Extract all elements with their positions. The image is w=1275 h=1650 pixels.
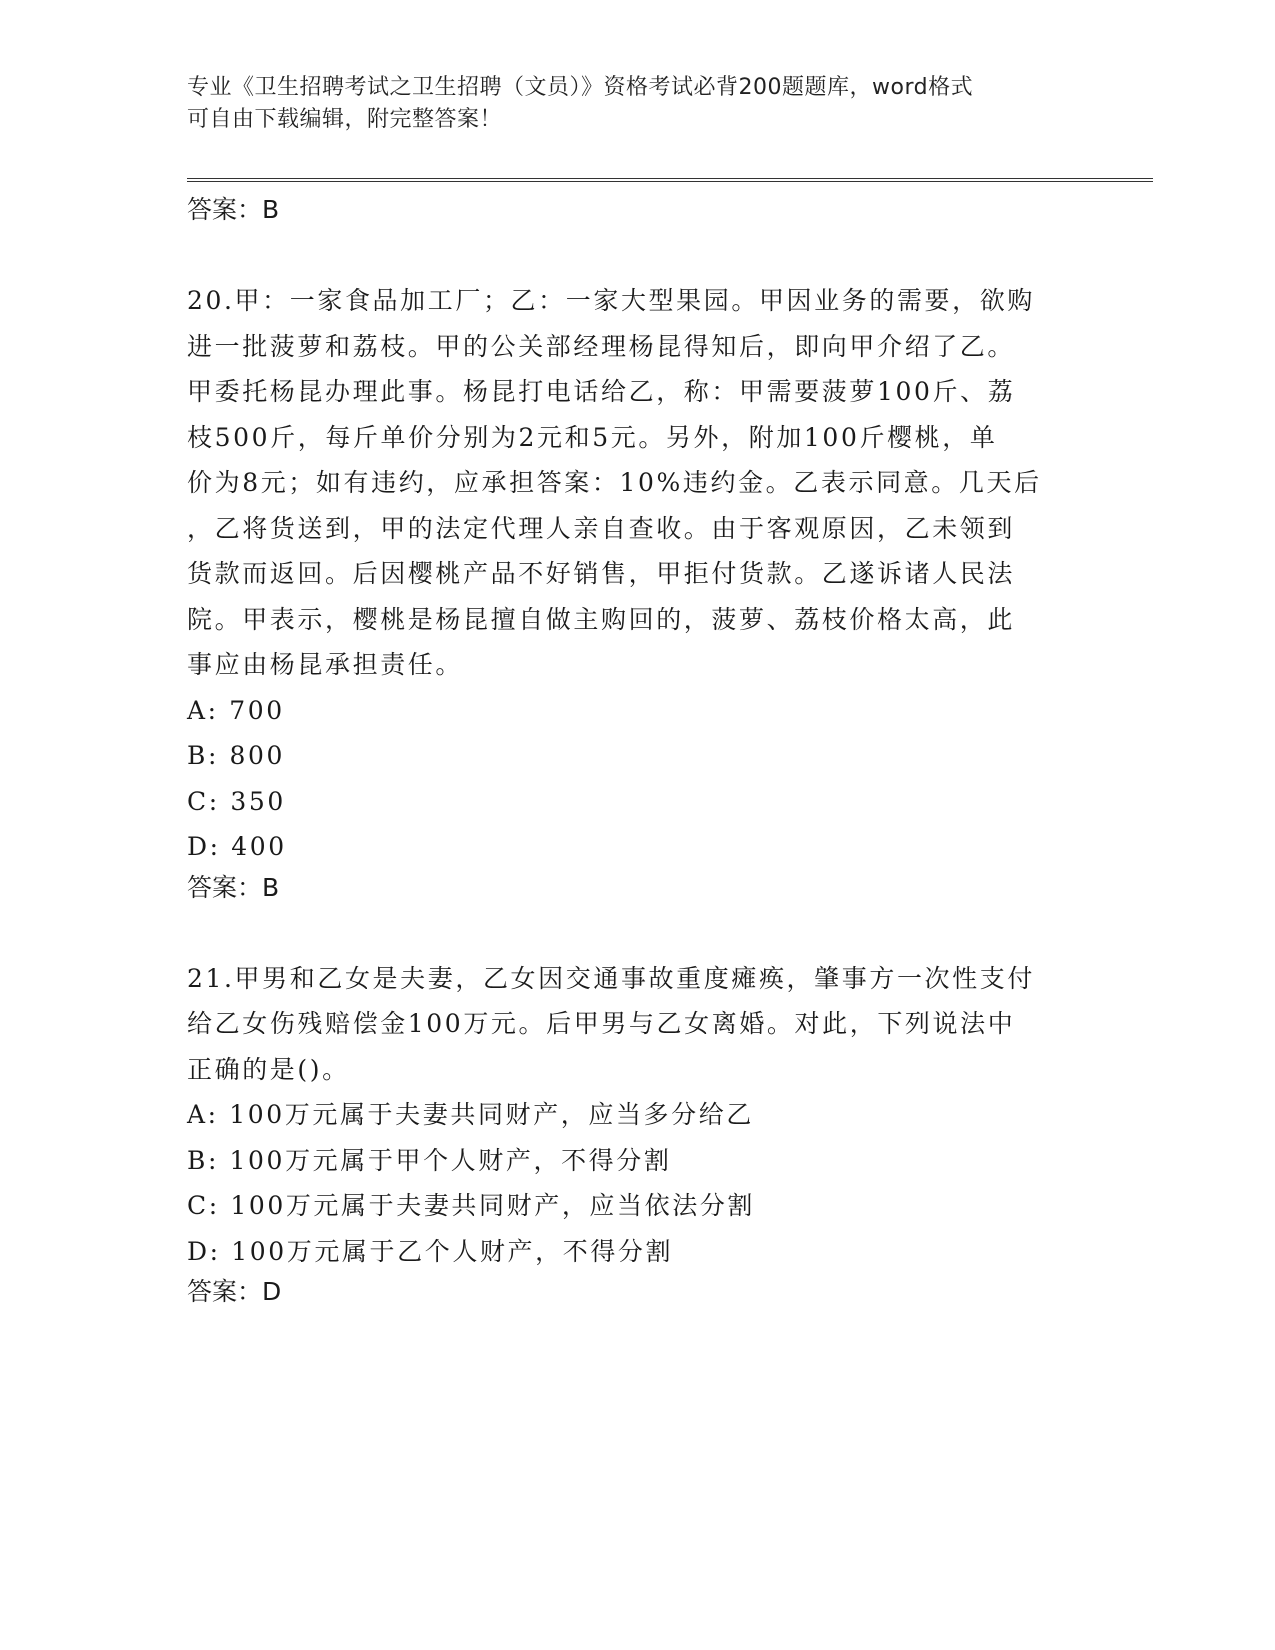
- question-line: 给乙女伤残赔偿金100万元。后甲男与乙女离婚。对此，下列说法中: [187, 1009, 1016, 1038]
- option-letter: B:: [187, 741, 230, 770]
- spacer: [187, 228, 1087, 278]
- answer-21: [187, 1274, 1087, 1310]
- option-d: [187, 1229, 1087, 1275]
- answer-label: 答案：: [187, 1277, 263, 1306]
- option-c: [187, 779, 1087, 825]
- option-letter: D:: [187, 1236, 232, 1266]
- option-text: 100万元属于甲个人财产，不得分割: [229, 1145, 672, 1175]
- answer-label: 答案：: [187, 872, 263, 902]
- question-line: 院。甲表示，樱桃是杨昆擅自做主购回的，菠萝、荔枝价格太高，此: [187, 604, 1016, 634]
- header-line-1: 专业《卫生招聘考试之卫生招聘（文员）》资格考试必背200题题库，word格式: [187, 75, 974, 100]
- option-text: 100万元属于夫妻共同财产，应当多分给乙: [229, 1100, 754, 1129]
- question-line: 枝500斤，每斤单价分别为2元和5元。另外，附加100斤樱桃，单: [187, 422, 998, 452]
- option-text: 350: [230, 786, 286, 816]
- option-letter: C:: [187, 786, 231, 816]
- answer-value: B: [262, 872, 280, 902]
- option-text: 800: [229, 741, 286, 770]
- question-line: 事应由杨昆承担责任。: [187, 650, 464, 679]
- header-divider: [187, 178, 1153, 182]
- option-a: [187, 688, 1087, 734]
- option-text: 100万元属于夫妻共同财产，应当依法分割: [230, 1191, 756, 1220]
- question-line: 进一批菠萝和荔枝。甲的公关部经理杨昆得知后，即向甲介绍了乙。: [187, 331, 1016, 361]
- answer-label: 答案：: [187, 195, 263, 224]
- header-line-2: 可自由下载编辑，附完整答案！: [187, 107, 503, 132]
- previous-answer: [187, 192, 1087, 228]
- question-line: ，乙将货送到，甲的法定代理人亲自查收。由于客观原因，乙未领到: [187, 513, 1016, 543]
- question-line: 21.甲男和乙女是夫妻，乙女因交通事故重度瘫痪，肇事方一次性支付: [187, 963, 1035, 993]
- option-c: [187, 1183, 1087, 1229]
- question-line: 价为8元；如有违约，应承担答案：10%违约金。乙表示同意。几天后: [187, 468, 1042, 497]
- option-letter: A:: [187, 695, 230, 725]
- option-letter: D:: [187, 832, 232, 861]
- spacer: [187, 906, 1087, 956]
- question-20: [187, 278, 1087, 906]
- answer-value: B: [262, 195, 280, 224]
- option-text: 100万元属于乙个人财产，不得分割: [231, 1236, 674, 1266]
- question-content: [187, 192, 1087, 1310]
- answer-value: D: [262, 1277, 282, 1306]
- option-b: [187, 733, 1087, 779]
- question-line: 货款而返回。后因樱桃产品不好销售，甲拒付货款。乙遂诉诸人民法: [187, 559, 1016, 588]
- answer-20: [187, 870, 1087, 906]
- option-text: 400: [231, 832, 287, 861]
- question-21: [187, 956, 1087, 1311]
- option-letter: A:: [187, 1100, 230, 1129]
- option-text: 700: [229, 695, 285, 725]
- question-line: 正确的是()。: [187, 1054, 350, 1084]
- option-letter: C:: [187, 1191, 231, 1220]
- question-line: 甲委托杨昆办理此事。杨昆打电话给乙，称：甲需要菠萝100斤、荔: [187, 377, 1016, 406]
- option-d: [187, 824, 1087, 870]
- option-b: [187, 1138, 1087, 1184]
- page-header: [187, 72, 1067, 136]
- option-letter: B:: [187, 1145, 230, 1175]
- question-line: 20.甲：一家食品加工厂；乙：一家大型果园。甲因业务的需要，欲购: [187, 286, 1035, 315]
- option-a: [187, 1092, 1087, 1138]
